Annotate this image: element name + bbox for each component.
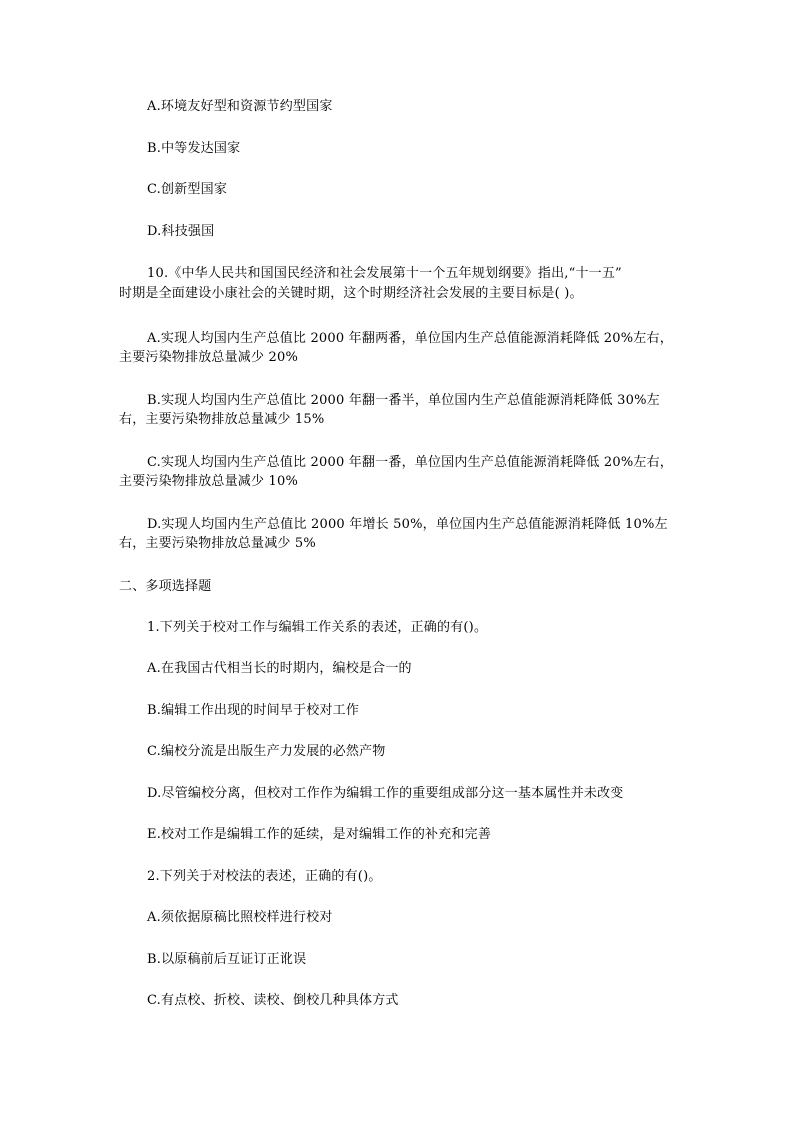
mq1-option-b: B.编辑工作出现的时间早于校对工作: [147, 703, 360, 718]
q10-option-d-line2: 右，主要污染物排放总量减少 5%: [119, 536, 316, 551]
q9-option-d: D.科技强国: [147, 224, 215, 239]
q9-option-b: B.中等发达国家: [147, 141, 241, 156]
mq1-option-c: C.编校分流是出版生产力发展的必然产物: [147, 744, 386, 759]
mq2-option-a: A.须依据原稿比照校样进行校对: [147, 910, 333, 925]
q10-option-d-line1: D.实现人均国内生产总值比 2000 年增长 50%，单位国内生产总值能源消耗降低 10%左: [147, 517, 668, 532]
mq1-option-e: E.校对工作是编辑工作的延续，是对编辑工作的补充和完善: [147, 827, 492, 842]
q9-option-c: C.创新型国家: [147, 182, 228, 197]
section-heading: 二、多项选择题: [119, 579, 212, 594]
q9-option-a: A.环境友好型和资源节约型国家: [147, 99, 333, 114]
q10-option-b-line1: B.实现人均国内生产总值比 2000 年翻一番半，单位国内生产总值能源消耗降低 30%左: [147, 393, 660, 408]
q10-option-c-line2: 主要污染物排放总量减少 10%: [119, 474, 299, 489]
q10-option-a-line1: A.实现人均国内生产总值比 2000 年翻两番，单位国内生产总值能源消耗降低 20%左右，: [147, 331, 673, 346]
q10-option-b-line2: 右，主要污染物排放总量减少 15%: [119, 412, 325, 427]
mq1-stem: 1.下列关于校对工作与编辑工作关系的表述，正确的有()。: [147, 620, 488, 635]
q10-option-a-line2: 主要污染物排放总量减少 20%: [119, 350, 299, 365]
mq1-option-d: D.尽管编校分离，但校对工作作为编辑工作的重要组成部分这一基本属性并未改变: [147, 786, 624, 801]
q10-option-c-line1: C.实现人均国内生产总值比 2000 年翻一番，单位国内生产总值能源消耗降低 20%左右，: [147, 455, 673, 470]
q10-stem-line2: 时期是全面建设小康社会的关键时期，这个时期经济社会发展的主要目标是( )。: [119, 286, 583, 301]
mq1-option-a: A.在我国古代相当长的时期内，编校是合一的: [147, 661, 412, 676]
mq2-stem: 2.下列关于对校法的表述，正确的有()。: [147, 869, 382, 884]
mq2-option-c: C.有点校、折校、读校、倒校几种具体方式: [147, 993, 399, 1008]
q10-stem-line1: 10.《中华人民共和国国民经济和社会发展第十一个五年规划纲要》指出,“十一五”: [147, 266, 622, 281]
mq2-option-b: B.以原稿前后互证订正讹误: [147, 952, 307, 967]
